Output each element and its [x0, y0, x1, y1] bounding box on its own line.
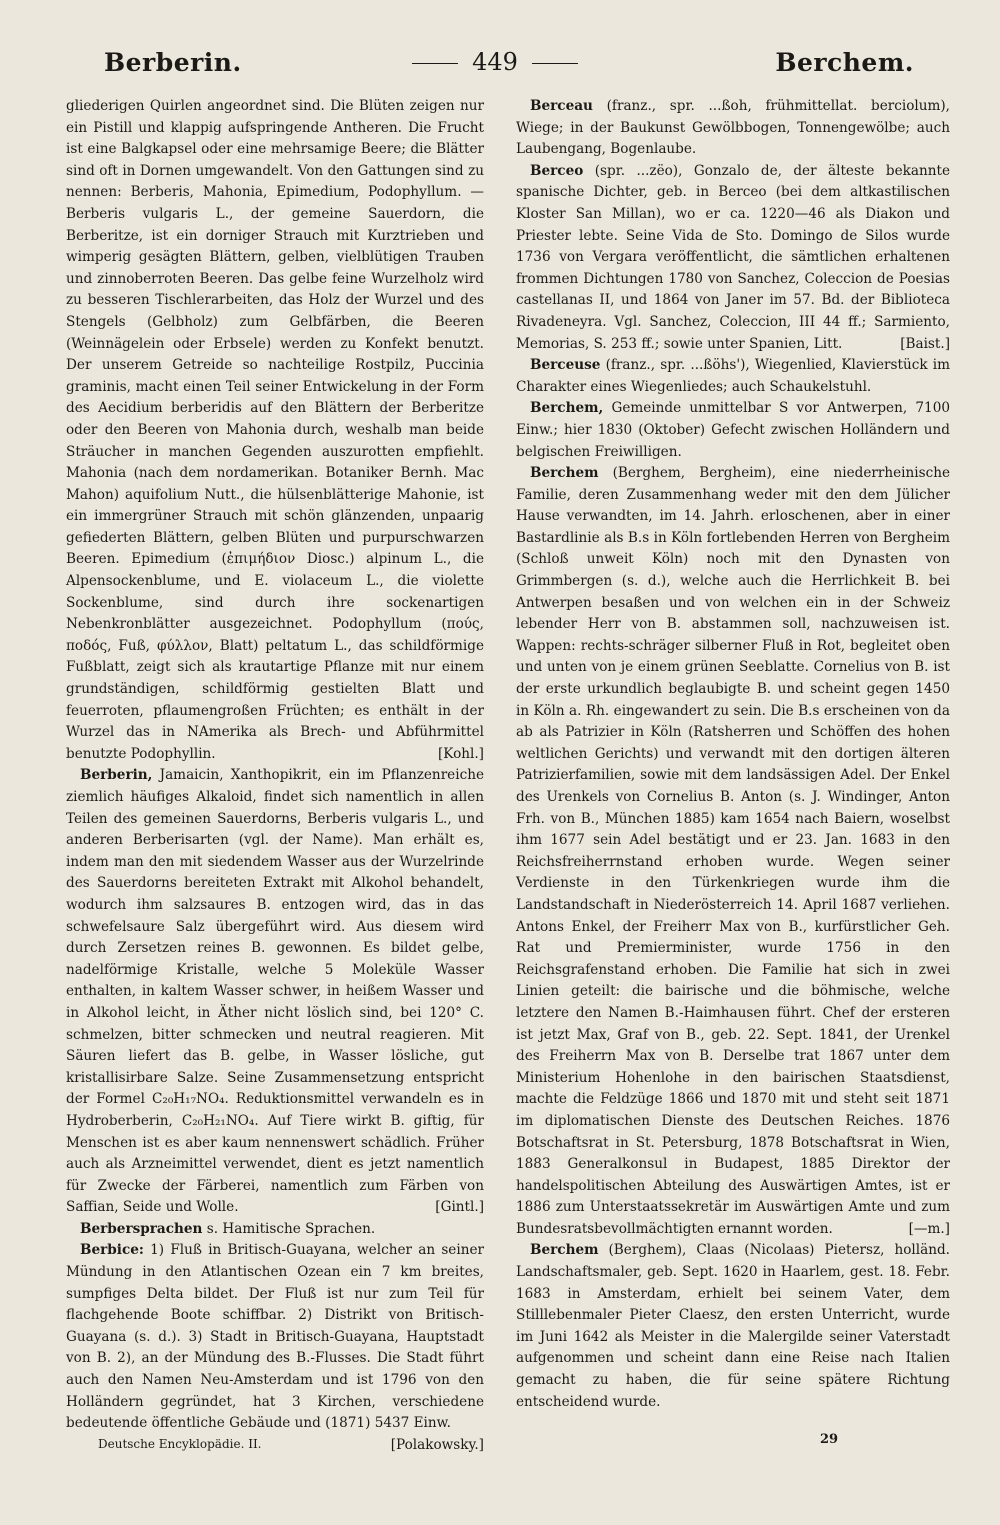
article-text: s. Hamitische Sprachen.: [202, 1220, 376, 1237]
article-text: gliederigen Quirlen angeordnet sind. Die Blüten zeigen nur ein Pistill und klappig aufspringende Antheren. Die Frucht ist eine Balgkapsel oder eine mehrsamige Beere; die Blätter sind oft in Dornen umgewandelt. Von den Gattungen sind zu nennen: Berberis, Mahonia, Epimedium, Podophyllum. — Berberis vulgaris L., der gemeine Sauerdorn, die Berberitze, ist ein dorniger Strauch mit Kurztrieben und wimperig gesägten Blättern, gelben, vielblütigen Trauben und zinnoberroten Beeren. Das gelbe feine Wurzelholz wird zu besseren Tischlerarbeiten, das Holz der Wurzel und des Stengels (Gelbholz) zum Gelbfärben, die Beeren (Weinnägelein oder Erbsele) werden zu Konfekt benutzt. Der unserem Getreide so nachteilige Rostpilz, Puccinia graminis, macht einen Teil seiner Entwickelung in der Form des Aecidium berberidis auf den Blättern der Berberitze oder den Beeren von Mahonia durch, weshalb man beide Sträucher in manchen Gegenden auszurotten empfiehlt. Mahonia (nach dem nordamerikan. Botaniker Bernh. Mac Mahon) aquifolium Nutt., die hülsenblätterige Mahonie, ist ein immergrüner Strauch mit schön glänzenden, unpaarig gefiederten Blättern, gelben Blüten und purpurschwarzen Beeren. Epimedium (ἐπιμήδιον Diosc.) alpinum L., die Alpensockenblume, und E. violaceum L., die violette Sockenblume, sind durch ihre sockenartigen Nebenkronblätter ausgezeichnet. Podophyllum (πούς, ποδός, Fuß, φύλλον, Blatt) peltatum L., das schildförmige Fußblatt, zeigt sich als krautartige Pflanze mit nur einem grundständigen, schildförmig gestielten Blatt und feuerroten, pflaumengroßen Früchten; es enthält in der Wurzel das in NAmerika als Brech- und Abführmittel benutzte Podophyllin.: [66, 98, 484, 762]
article-headword: Berceau: [530, 98, 593, 114]
article-headword: Berbice:: [80, 1242, 144, 1259]
article-headword: Berberin,: [80, 767, 153, 784]
article-paragraph: [516, 1240, 950, 1413]
article-paragraph: [516, 355, 950, 398]
author-signature: [—m.]: [908, 1220, 950, 1237]
header-left-catchword: Berberin.: [104, 48, 242, 77]
right-column: [516, 96, 950, 1413]
article-paragraph: [66, 1240, 484, 1456]
article-text: (Berghem), Claas (Nicolaas) Pietersz, holländ. Landschaftsmaler, geb. Sept. 1620 in Haarlem, gest. 18. Febr. 1683 in Amsterdam, erhielt bei seinem Vater, dem Stilllebenmaler Pieter Claesz, den ersten Unterricht, wurde im Juni 1642 als Meister in die Malergilde seiner Vaterstadt aufgenommen und scheint dann eine Reise nach Italien gemacht zu haben, die für seine spätere Richtung entscheidend wurde.: [516, 1242, 950, 1410]
article-paragraph: [66, 1219, 484, 1241]
author-signature: [Polakowsky.]: [390, 1436, 484, 1453]
article-text: (spr. ...zëo), Gonzalo de, der älteste bekannte spanische Dichter, geb. in Berceo (bei dem altkastilischen Kloster San Millan), wo er ca. 1220—46 als Diakon und Priester lebte. Seine Vida de Sto. Domingo de Silos wurde 1736 von Vergara veröffentlicht, die sämtlichen erhaltenen frommen Dichtungen 1780 von Sanchez, Coleccion de Poesias castellanas II, und 1864 von Janer im 57. Bd. der Biblioteca Rivadeneyra. Vgl. Sanchez, Coleccion, III 44 ff.; Sarmiento, Memorias, S. 253 ff.; sowie unter Spanien, Litt.: [516, 162, 950, 352]
article-paragraph: [66, 765, 484, 1218]
article-text: (franz., spr. ...ßoh, frühmittellat. berciolum), Wiege; in der Baukunst Gewölbbogen, Tonnengewölbe; auch Laubengang, Bogenlaube.: [516, 98, 950, 158]
article-text: (Berghem, Bergheim), eine niederrheinische Familie, deren Zusammenhang weder mit den dem Jülicher Hause verwandten, im 14. Jahrh. erloschenen, aber in einer Bastardlinie als B.s in Köln fortlebenden Herren von Bergheim (Schloß unweit Köln) noch mit den Dynasten von Grimmbergen (s. d.), welche auch die Herrlichkeit B. bei Antwerpen besaßen und von welchen ein in der Schweiz lebender Herr von B. abstammen soll, nachzuweisen ist. Wappen: rechts-schräger silberner Fluß in Rot, begleitet oben und unten von je einem grünen Seeblatte. Cornelius von B. ist der erste urkundlich beglaubigte B. und scheint gegen 1450 in Köln a. Rh. eingewandert zu sein. Die B.s erscheinen von da ab als Patrizier in Köln (Ratsherren und Schöffen des hohen weltlichen Gerichts) und verwandt mit den dortigen älteren Patrizierfamilien, sowie mit dem landsässigen Adel. Der Enkel des Urenkels von Cornelius B. Anton (s. J. Windinger, Anton Frh. von B., München 1885) kam 1654 nach Baiern, woselbst ihm 1677 sein Adel bestätigt und er 23. Jan. 1683 in den Reichsfreiherrnstand erhoben wurde. Wegen seiner Verdienste in den Türkenkriegen wurde ihm die Landstandschaft in Niederösterreich 14. April 1687 verliehen. Antons Enkel, der Freiherr Max von B., kurfürstlicher Geh. Rat und Premierminister, wurde 1756 in den Reichsgrafenstand erhoben. Die Familie hat sich in zwei Linien geteilt: die bairische und die böhmische, welche letztere den Namen B.-Haimhausen führt. Chef der ersteren ist jetzt Max, Graf von B., geb. 22. Sept. 1841, der Urenkel des Freiherrn Max von B. Derselbe trat 1867 unter dem Ministerium Hohenlohe in den bairischen Staatsdienst, machte die Feldzüge 1866 und 1870 mit und steht seit 1871 im diplomatischen Dienste des Deutschen Reiches. 1876 Botschaftsrat in St. Petersburg, 1878 Botschaftsrat in Wien, 1883 Generalkonsul in Budapest, 1885 Direktor der handelspolitischen Abteilung des Auswärtigen Amtes, ist er 1886 zum Unterstaatssekretär im Auswärtigen Amte und zum Bundesratsbevollmächtigten ernannt worden.: [516, 465, 950, 1237]
article-paragraph: [66, 96, 484, 765]
article-paragraph: [516, 96, 950, 161]
article-headword: Berceuse: [530, 357, 601, 374]
author-signature: [Kohl.]: [437, 745, 484, 762]
footer-publication: Deutsche Encyklopädie. II.: [98, 1437, 262, 1451]
article-paragraph: [516, 463, 950, 1240]
header-dash-left: [412, 63, 458, 64]
author-signature: [Baist.]: [900, 335, 950, 352]
article-headword: Berbersprachen: [80, 1220, 203, 1237]
author-signature: [Gintl.]: [435, 1199, 484, 1216]
left-column: [66, 96, 484, 1456]
article-paragraph: [516, 161, 950, 355]
page-number: 449: [472, 48, 518, 76]
article-headword: Berchem: [530, 1242, 599, 1259]
footer-signature-mark: 29: [820, 1432, 839, 1447]
running-header: [64, 48, 926, 88]
header-dash-right: [532, 63, 578, 64]
article-headword: Berchem,: [530, 400, 604, 417]
article-text: Gemeinde unmittelbar S vor Antwerpen, 7100 Einw.; hier 1830 (Oktober) Gefecht zwischen Holländern und belgischen Freiwilligen.: [516, 400, 950, 460]
article-headword: Berceo: [530, 162, 584, 179]
header-right-catchword: Berchem.: [775, 48, 914, 77]
article-paragraph: [516, 398, 950, 463]
article-text: Jamaicin, Xanthopikrit, ein im Pflanzenreiche ziemlich häufiges Alkaloid, findet sich namentlich in allen Teilen des gemeinen Sauerdorns, Berberis vulgaris L., und anderen Berberisarten (vgl. der Name). Man erhält es, indem man den mit siedendem Wasser aus der Wurzelrinde des Sauerdorns bereiteten Extrakt mit Alkohol behandelt, wodurch ihm salzsaures B. entzogen wird, das in das schwefelsaure Salz übergeführt wird. Aus diesem wird durch Zersetzen reines B. gewonnen. Es bildet gelbe, nadelförmige Kristalle, welche 5 Moleküle Wasser enthalten, in kaltem Wasser schwer, in heißem Wasser und in Alkohol leicht, in Äther nicht löslich sind, bei 120° C. schmelzen, bitter schmecken und neutral reagieren. Mit Säuren liefert das B. gelbe, in Wasser lösliche, gut kristallisirbare Salze. Seine Zusammensetzung entspricht der Formel C₂₀H₁₇NO₄. Reduktionsmittel verwandeln es in Hydroberberin, C₂₀H₂₁NO₄. Auf Tiere wirkt B. giftig, für Menschen ist es aber kaum nennenswert schädlich. Früher auch als Arzneimittel verwendet, dient es jetzt namentlich für Zwecke der Färberei, namentlich zum Färben von Saffian, Seide und Wolle.: [66, 767, 484, 1216]
article-headword: Berchem: [530, 465, 599, 482]
article-text: 1) Fluß in Britisch-Guayana, welcher an seiner Mündung in den Atlantischen Ozean ein 7 km breites, sumpfiges Delta bildet. Der Fluß ist nur zum Teil für flachgehende Boote schiffbar. 2) Distrikt von Britisch-Guayana (s. d.). 3) Stadt in Britisch-Guayana, Hauptstadt von B. 2), an der Mündung des B.-Flusses. Die Stadt führt auch den Namen Neu-Amsterdam und ist 1796 von den Holländern gegründet, hat 3 Kirchen, verschiedene bedeutende öffentliche Gebäude und (1871) 5437 Einw.: [66, 1242, 484, 1432]
article-text: (franz., spr. ...ßöhs'), Wiegenlied, Klavierstück im Charakter eines Wiegenliedes; auch Schaukelstuhl.: [516, 357, 950, 395]
